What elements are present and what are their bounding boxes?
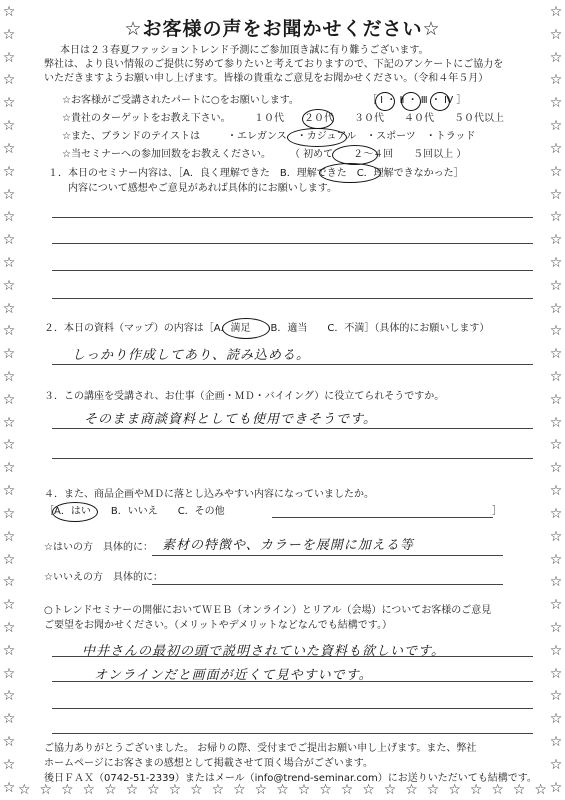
q5-answer-2: オンラインだと画面が近くて見やすいです。 — [94, 668, 373, 683]
q4-yes-answer: 素材の特徴や、カラーを展開に加える等 — [162, 538, 414, 553]
answer-line — [52, 243, 533, 244]
star-icon: ☆ — [549, 779, 563, 796]
part-circle-1 — [375, 92, 395, 111]
footer-line-3: 後日ＦＡＸ（0742-51-2339）またはメール（info@trend-seminar.com）にお送りいただいても結構です。 — [44, 773, 537, 784]
star-icon: ☆ — [2, 597, 16, 614]
intro-line-1: 本日は２３春夏ファッショントレンド予測にご参加頂き誠に有り難うございます。 — [60, 45, 429, 56]
answer-line — [52, 428, 533, 429]
footer-line-1: ご協力ありがとうございました。 お帰りの際、受付までご提出お願い申し上げます。また、弊社 — [44, 743, 477, 754]
star-icon: ☆ — [549, 734, 563, 750]
star-icon: ☆ — [104, 782, 117, 798]
star-icon: ☆ — [2, 505, 16, 522]
star-icon: ☆ — [549, 300, 563, 317]
star-icon: ☆ — [426, 782, 440, 798]
star-icon: ☆ — [2, 642, 16, 659]
star-icon: ☆ — [2, 49, 16, 66]
star-icon: ☆ — [2, 254, 16, 271]
star-icon: ☆ — [549, 346, 563, 363]
answer-line — [52, 656, 533, 657]
star-icon: ☆ — [18, 782, 31, 798]
star-icon: ☆ — [340, 782, 354, 798]
star-icon: ☆ — [549, 118, 563, 135]
answer-line — [152, 555, 503, 556]
star-icon: ☆ — [211, 782, 225, 798]
star-icon: ☆ — [549, 4, 563, 20]
star-icon: ☆ — [549, 140, 563, 157]
star-icon: ☆ — [549, 186, 563, 203]
star-border-right — [547, 0, 565, 800]
star-icon: ☆ — [549, 254, 563, 271]
star-icon: ☆ — [2, 665, 16, 682]
star-icon: ☆ — [61, 782, 74, 798]
star-icon: ☆ — [2, 163, 16, 180]
survey-form — [22, 0, 543, 800]
star-icon: ☆ — [2, 140, 16, 157]
star-icon: ☆ — [2, 779, 16, 796]
star-icon: ☆ — [469, 782, 483, 798]
star-icon: ☆ — [549, 642, 563, 659]
footer-line-2: ホームページにお客さまの感想として掲載させて頂く場合がございます。 — [44, 758, 373, 769]
star-icon: ☆ — [2, 277, 16, 294]
q1-sub: 内容について感想やご意見があれば具体的にお願いします。 — [68, 183, 337, 194]
star-icon: ☆ — [549, 597, 563, 614]
star-icon: ☆ — [2, 711, 16, 728]
star-icon: ☆ — [549, 483, 563, 500]
star-icon: ☆ — [549, 665, 563, 682]
intro-line-3: いただきますようお願い申し上げます。皆様の貴重なご意見をお聞かせください。（令和４年５月） — [44, 73, 489, 84]
part-circle-3 — [430, 92, 450, 111]
star-icon: ☆ — [2, 756, 16, 773]
star-icon: ☆ — [491, 782, 504, 798]
star-icon: ☆ — [2, 4, 16, 20]
taste-circle — [287, 128, 347, 147]
q4-no-label: ☆いいえの方 具体的に： — [44, 572, 163, 583]
star-icon: ☆ — [2, 414, 16, 431]
star-icon: ☆ — [2, 551, 16, 568]
star-icon: ☆ — [549, 437, 563, 454]
star-icon: ☆ — [190, 782, 203, 798]
q2-circle — [222, 318, 270, 339]
star-icon: ☆ — [549, 619, 563, 636]
star-icon: ☆ — [2, 232, 16, 249]
star-icon: ☆ — [549, 95, 563, 112]
answer-line — [52, 270, 533, 271]
star-icon: ☆ — [254, 782, 268, 798]
star-icon: ☆ — [549, 72, 563, 89]
star-icon: ☆ — [549, 232, 563, 249]
star-icon: ☆ — [2, 95, 16, 112]
star-icon: ☆ — [549, 528, 563, 545]
answer-line — [52, 708, 533, 709]
answer-line — [52, 681, 533, 682]
star-icon: ☆ — [2, 688, 16, 705]
star-icon: ☆ — [512, 782, 526, 798]
q1-circle — [319, 163, 381, 183]
q3-text: ３．この講座を受講され、お仕事（企画・ＭＤ・バイイング）に役立てられそうですか。 — [44, 391, 445, 402]
q4-text: ４．また、商品企画やＭＤに落とし込みやすい内容になっていましたか。 — [44, 489, 374, 500]
count-options: （ 初めて ２～４回 ５回以上 ） — [290, 149, 467, 160]
star-icon: ☆ — [549, 26, 563, 43]
star-icon: ☆ — [549, 460, 563, 477]
star-icon: ☆ — [2, 323, 16, 340]
q5-text-2: ご要望をお聞かせください。（メリットやデメリットなどなんでも結構です。） — [44, 620, 392, 631]
star-border-left — [0, 0, 18, 800]
star-icon: ☆ — [168, 782, 182, 798]
answer-line — [152, 584, 503, 585]
page-title: ☆お客様の声をお聞かせください☆ — [124, 18, 441, 40]
intro-line-2: 弊社は、より良い情報のご提供に努めて参りたいと考えておりますので、下記のアンケートにご協力を — [44, 59, 504, 70]
star-icon: ☆ — [2, 369, 16, 385]
star-icon: ☆ — [534, 782, 547, 798]
part-circle-2 — [401, 92, 421, 111]
answer-line — [52, 217, 533, 218]
q4-other-line — [272, 517, 493, 518]
star-icon: ☆ — [2, 437, 16, 454]
star-icon: ☆ — [549, 414, 563, 431]
star-icon: ☆ — [549, 505, 563, 522]
star-icon: ☆ — [549, 49, 563, 66]
star-icon: ☆ — [549, 756, 563, 773]
star-icon: ☆ — [2, 118, 16, 135]
star-icon: ☆ — [147, 782, 160, 798]
count-label: ☆当セミナーへの参加回数をお教えください。 — [62, 149, 271, 160]
q4-yes-label: ☆はいの方 具体的に： — [44, 542, 153, 553]
star-icon: ☆ — [2, 26, 16, 43]
star-icon: ☆ — [549, 163, 563, 180]
answer-line — [52, 458, 533, 459]
q3-answer: そのまま商談資料としても使用できそうです。 — [84, 412, 377, 427]
star-icon: ☆ — [549, 551, 563, 568]
star-icon: ☆ — [405, 782, 418, 798]
star-icon: ☆ — [549, 688, 563, 705]
star-icon: ☆ — [2, 72, 16, 89]
q5-text-1: ○トレンドセミナーの開催においてＷＥＢ（オンライン）とリアル（会場）についてお客様のご意見 — [44, 605, 492, 616]
star-icon: ☆ — [276, 782, 289, 798]
answer-line — [52, 298, 533, 299]
star-icon: ☆ — [2, 346, 16, 363]
q1-text: １．本日のセミナー内容は、［A．良く理解できた B．理解できた C．理解できなかった］ — [48, 168, 464, 179]
count-circle — [332, 145, 378, 165]
star-icon: ☆ — [297, 782, 311, 798]
q5-answer-1: 中井さんの最初の頭で説明されていた資料も欲しいです。 — [82, 644, 445, 659]
star-icon: ☆ — [2, 209, 16, 226]
star-icon: ☆ — [39, 782, 53, 798]
q4-options: ［A．はい B．いいえ C．その他 — [44, 506, 225, 517]
star-icon: ☆ — [2, 574, 16, 591]
star-icon: ☆ — [82, 782, 96, 798]
star-icon: ☆ — [549, 323, 563, 340]
star-icon: ☆ — [2, 186, 16, 203]
answer-line — [52, 364, 533, 365]
q4-options-end: ］ — [492, 506, 502, 517]
star-icon: ☆ — [2, 619, 16, 636]
target-circle — [302, 109, 334, 129]
star-icon: ☆ — [2, 528, 16, 545]
taste-label: ☆また、ブランドのテイストは — [62, 131, 201, 142]
star-icon: ☆ — [549, 369, 563, 385]
part-options: ［ Ⅰ ・ Ⅱ ・ Ⅲ ・ Ⅳ ］ — [367, 95, 467, 106]
answer-line — [52, 733, 533, 734]
star-icon: ☆ — [2, 300, 16, 317]
q2-answer: しっかり作成してあり、読み込める。 — [72, 348, 311, 363]
star-icon: ☆ — [448, 782, 461, 798]
star-icon: ☆ — [362, 782, 375, 798]
star-icon: ☆ — [549, 711, 563, 728]
star-icon: ☆ — [549, 391, 563, 408]
target-label: ☆貴社のターゲットをお教え下さい。 — [62, 113, 231, 124]
star-icon: ☆ — [383, 782, 397, 798]
star-icon: ☆ — [549, 574, 563, 591]
star-icon: ☆ — [549, 209, 563, 226]
star-icon: ☆ — [319, 782, 332, 798]
part-label: ☆お客様がご受講されたパートに○をお願いします。 — [62, 95, 299, 106]
star-icon: ☆ — [233, 782, 246, 798]
q2-text: ２．本日の資料（マップ）の内容は［A．満足 B．適当 C．不満］（具体的にお願いします） — [44, 323, 490, 334]
star-icon: ☆ — [2, 460, 16, 477]
star-icon: ☆ — [2, 734, 16, 750]
star-icon: ☆ — [125, 782, 139, 798]
taste-options: ・エレガンス ・カジュアル ・スポーツ ・トラッド — [227, 131, 476, 142]
target-options: １０代 ２０代 ３０代 ４０代 ５０代以上 — [254, 113, 504, 124]
star-icon: ☆ — [549, 277, 563, 294]
q4-circle — [52, 502, 98, 522]
star-icon: ☆ — [2, 391, 16, 408]
star-icon: ☆ — [2, 483, 16, 500]
